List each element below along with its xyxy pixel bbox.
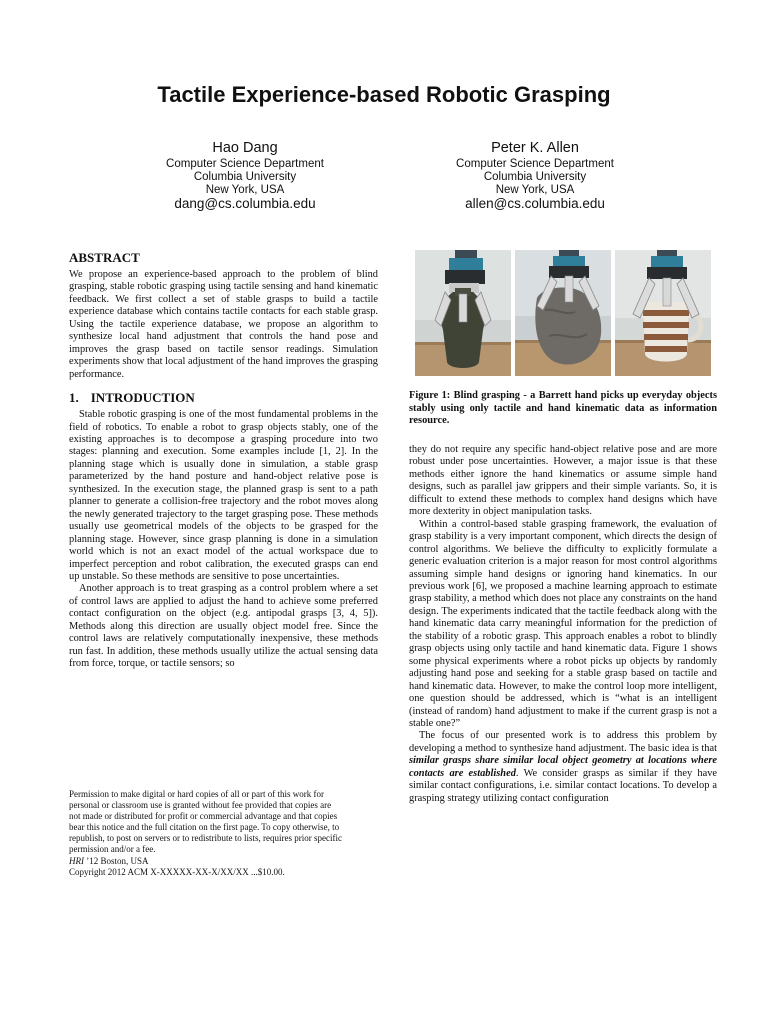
paragraph: Stable robotic grasping is one of the most fundamental problems in the field of robotics. To enable a robot to grasp objects stably, one of the existing approaches is to decompose a grasping procedure into two stages: planning and execution. Some examples include [1, 2]. In the planning stage which is usually done in simulation, a stable grasp parameterized by the hand posture and hand-object relative pose is synthesized. In the execution stage, the planned grasp is sent to a path planner to generate a collision-free trajectory and the robot moves along the newly generated trajectory to the target grasping pose. These methods usually use geometrical models of the objects to be grasped for the planning stage. However, since grasp planning is done in a simulation world which is not an exact model of the actual workspace due to imperfect perception and robot calibration, the executed grasps can end up unstable. So these methods are sensitive to pose uncertainties. xyxy=(69,409,378,582)
paragraph: Within a control-based stable grasping framework, the evaluation of grasp stability is a very important component, which directs the design of control algorithms. We believe the difficulty to explicitly formulate a generic evaluation criterion is a major reason for most control algorithms assuming simple hand designs or ignoring hand kinematics. In our previous work [6], we proposed a machine learning approach to estimate grasp stability, a method which does not place any constraints on the hand design. The experiments indicated that the tactile feedback along with the hand kinematic data carry meaningful information for the prediction of the stability of a robotic grasp. This approach enables a robot to blindly grasp objects using only tactile and hand kinematic data. Figure 1 shows some physical experiments where a robot picks up objects by randomly adjusting hand pose and seeking for a stable grasp based on tactile and hand kinematic data. However, to make the control loop more intelligent, one question should be addressed, which is “what is an intelligent (instead of random) hand adjustment to make if the current grasp is not a stable one?” xyxy=(409,518,717,729)
paragraph: they do not require any specific hand-object relative pose and are more robust under pose uncertainties. However, a major issue is that these methods either ignore the hand kinematics or assume simple hand designs, such as parallel jaw grippers and their simple variants. So, it is difficult to extend these methods to complex hand designs which have more dexterity in object manipulation tasks. xyxy=(409,444,717,518)
emphasized-text: similar grasps share similar local object geometry at locations where contacts are established xyxy=(409,755,717,779)
paper-title: Tactile Experience-based Robotic Grasping xyxy=(157,82,611,107)
abstract-heading: ABSTRACT xyxy=(69,250,140,265)
permission-line: republish, to post on servers or to redistribute to lists, requires prior specific xyxy=(69,833,342,844)
permission-line: bear this notice and the full citation on the first page. To copy otherwise, to xyxy=(69,822,340,833)
paragraph: Another approach is to treat grasping as a control problem where a set of control laws are applied to adjust the hand to achieve some preferred contact configuration on the object (e.g. antipodal grasps [3, 4, 5]). Methods along this direction are usually object model free. Since the control laws are relatively computationally inexpensive, these methods run fast. In addition, these methods usually utilize the actual sensing data from force, torque, or tactile sensors; so xyxy=(69,583,378,670)
permission-line: not made or distributed for profit or commercial advantage and that copies xyxy=(69,811,338,822)
section-title: INTRODUCTION xyxy=(90,390,195,406)
section-number: 1. xyxy=(69,390,79,406)
venue-line xyxy=(69,856,378,867)
abstract-text: We propose an experience-based approach to the problem of blind grasping, stable robotic grasping using tactile sensing and hand kinematic feedback. We first collect a set of stable grasps to build a tactile experience database which contains tactile contacts for each stable grasp. Using the tactile experience database, we propose an algorithm to synthesize local hand adjustment that controls the hand pose and improves the grasp based on tactile sensor readings. Simulation experiments show that local adjustment of the hand improves the grasping performance. xyxy=(69,269,378,380)
permission-line: permission and/or a fee. xyxy=(69,844,156,855)
author-block xyxy=(385,140,685,212)
author-affiliation: Computer Science Department xyxy=(456,158,614,170)
permission-line: Permission to make digital or hard copies of all or part of this work for xyxy=(69,789,324,799)
grasp-photo-bottle xyxy=(415,250,511,376)
venue-detail: ’12 Boston, USA xyxy=(84,855,149,866)
author-affiliation: New York, USA xyxy=(205,183,285,196)
grasp-photo-mug xyxy=(615,250,711,376)
figure-caption: Figure 1: Blind grasping - a Barrett hand picks up everyday objects stably using only tactile and hand kinematic data as information resource. xyxy=(409,390,717,427)
author-name: Hao Dang xyxy=(212,140,278,156)
paragraph-text: The focus of our presented work is to address this problem by developing a method to synthesize hand adjustment. The basic idea is that xyxy=(409,730,717,754)
paragraph xyxy=(409,730,717,805)
author-name: Peter K. Allen xyxy=(491,140,579,156)
author-affiliation: Columbia University xyxy=(483,170,587,183)
copyright-line: Copyright 2012 ACM X-XXXXX-XX-X/XX/XX ...$10.00. xyxy=(69,866,285,877)
permission-notice xyxy=(69,789,378,878)
author-email: allen@cs.columbia.edu xyxy=(465,196,605,212)
author-email: dang@cs.columbia.edu xyxy=(174,196,316,212)
right-column xyxy=(409,444,717,805)
section-heading xyxy=(69,390,378,405)
grasp-photo-rock xyxy=(515,250,611,376)
permission-line: personal or classroom use is granted without fee provided that copies are xyxy=(69,800,332,811)
paragraph-text: . We consider grasps as similar if they have similar contact configurations, i.e. similar contact locations. To develop a grasping strategy utilizing contact configuration xyxy=(409,767,717,804)
author-affiliation: New York, USA xyxy=(495,183,575,196)
author-affiliation: Columbia University xyxy=(193,170,297,183)
left-column xyxy=(69,250,378,671)
figure-1 xyxy=(415,250,711,376)
venue-name: HRI xyxy=(69,855,84,866)
author-block xyxy=(95,140,395,212)
author-affiliation: Computer Science Department xyxy=(166,158,324,170)
